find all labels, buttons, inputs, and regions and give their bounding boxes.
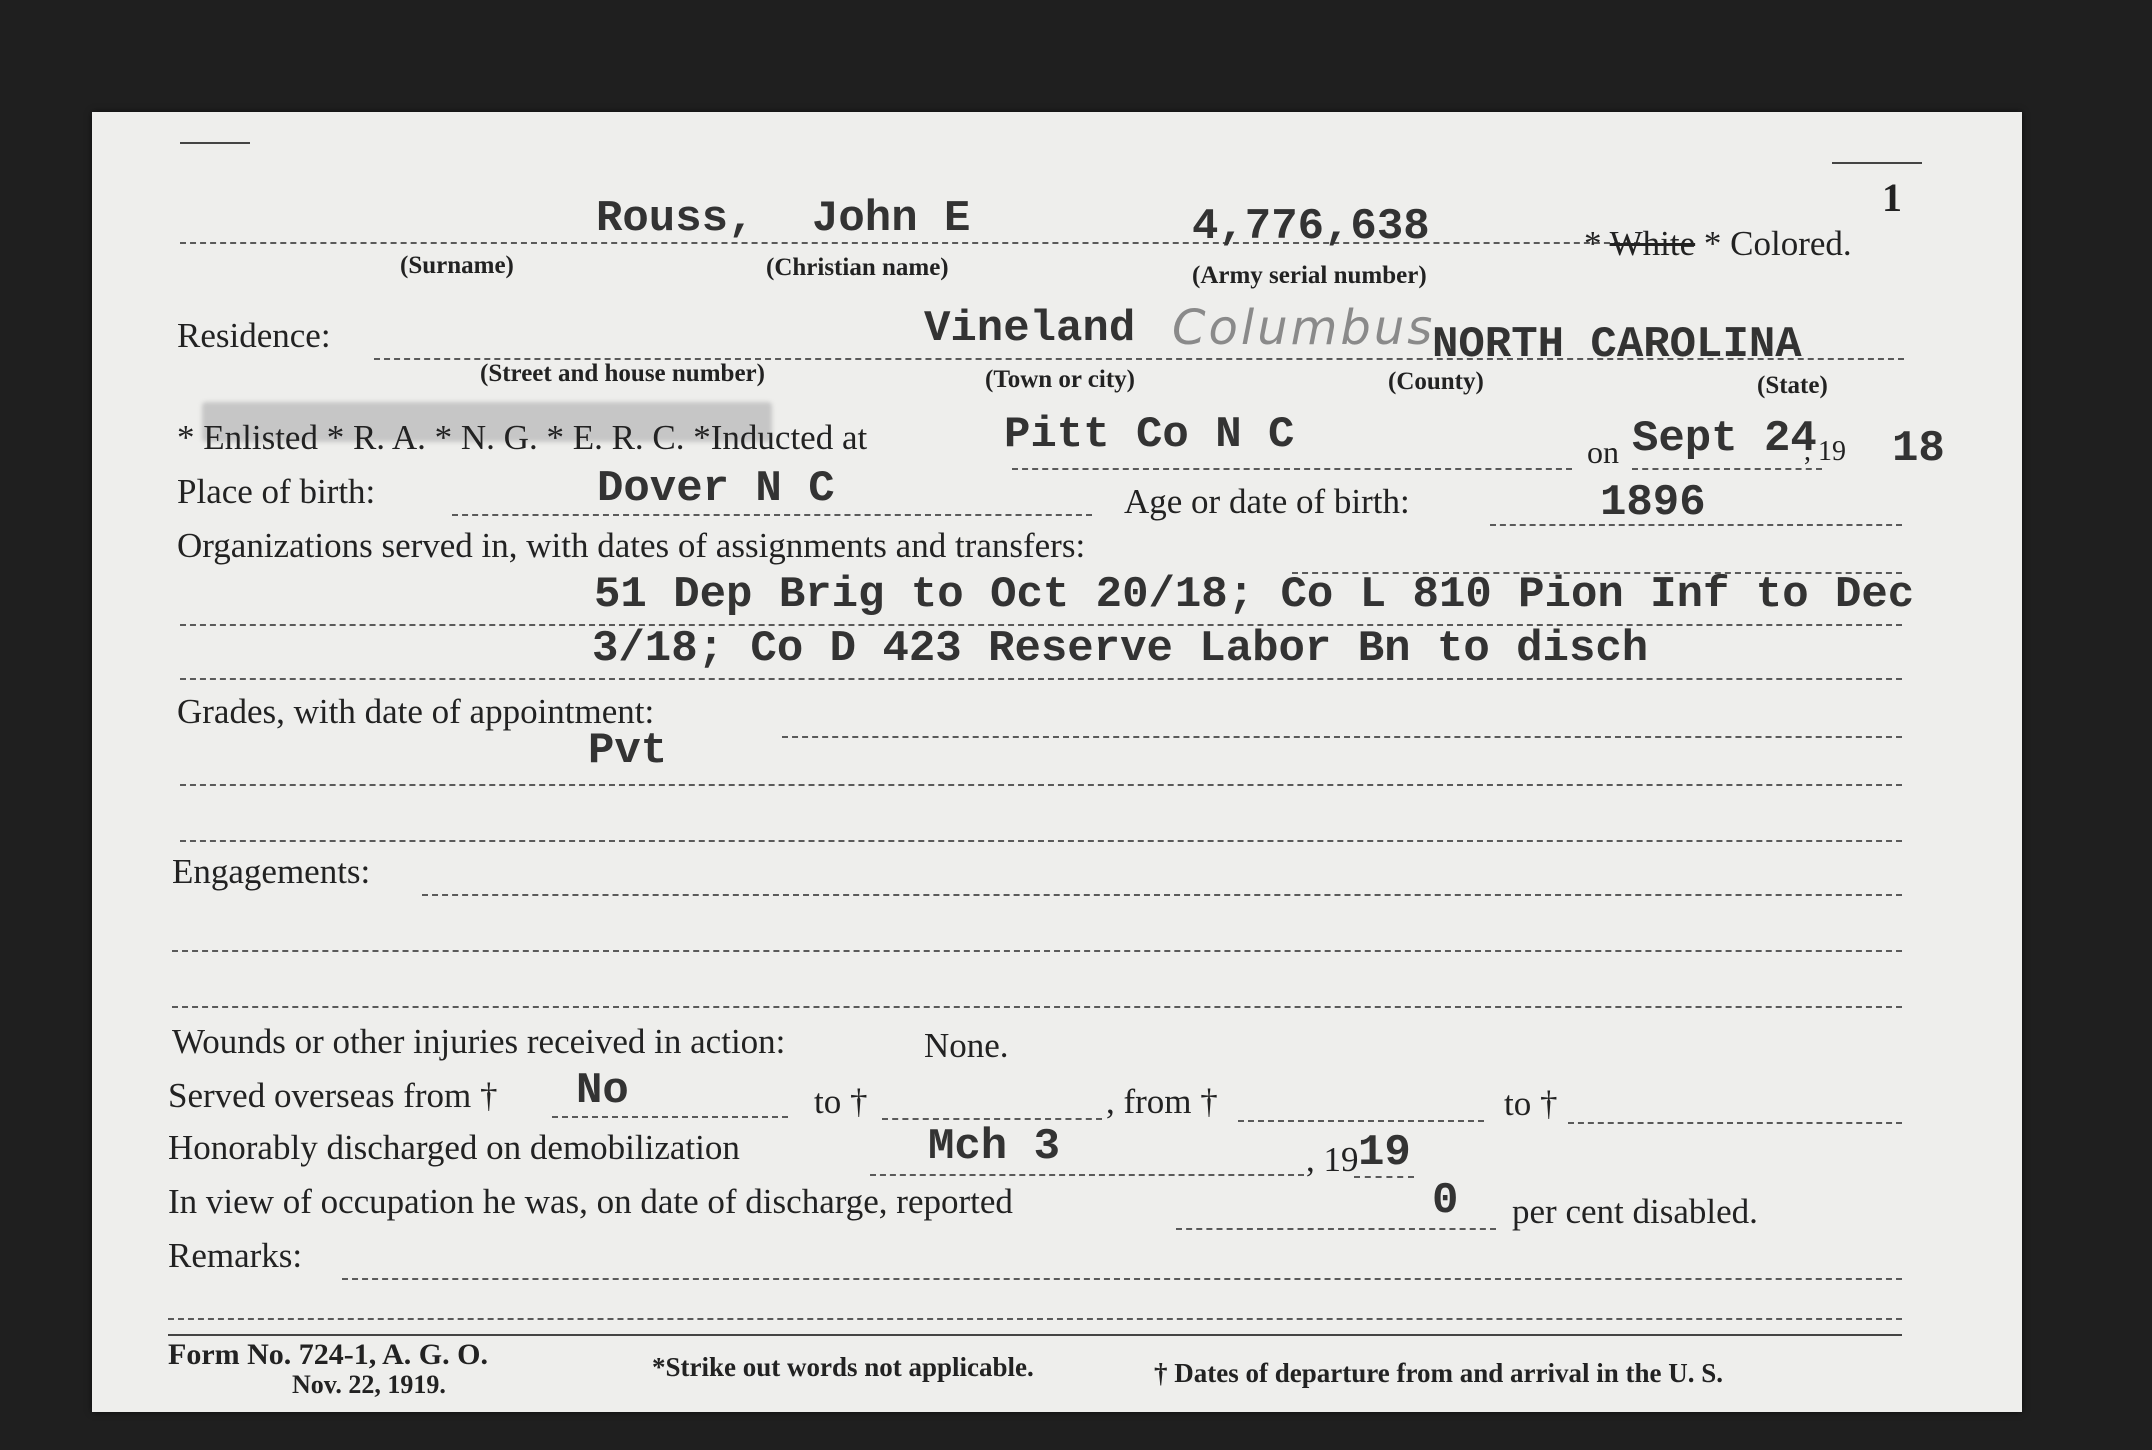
race-star-colored: * (1703, 224, 1722, 263)
christian-name-value: John E (812, 194, 971, 244)
organizations-entry-1: 51 Dep Brig to Oct 20/18; Co L 810 Pion Inf to Dec (594, 570, 1915, 620)
engagements-line-1 (172, 950, 1902, 952)
overseas-to1-line (882, 1118, 1102, 1120)
caption-county: (County) (1388, 368, 1484, 395)
inducted-date: Sept 24 (1632, 414, 1817, 464)
overseas-to2-line (1568, 1122, 1902, 1124)
race-white-struck: White (1609, 224, 1696, 263)
serial-number-value: 4,776,638 (1192, 202, 1430, 252)
caption-surname: (Surname) (400, 252, 514, 279)
grades-line-1 (180, 784, 1902, 786)
grades-label: Grades, with date of appointment: (177, 692, 655, 731)
remarks-label: Remarks: (168, 1236, 303, 1275)
overseas-from1-value: No (576, 1066, 629, 1116)
residence-county-handwritten: Columbus (1172, 300, 1436, 356)
inducted-year-prefix: , 19 (1804, 436, 1846, 467)
caption-serial-number: (Army serial number) (1192, 262, 1427, 289)
engagements-label: Engagements: (172, 852, 371, 891)
card-number-rule (1832, 162, 1922, 164)
discharge-year: 19 (1358, 1128, 1411, 1178)
inducted-on-label: on (1587, 434, 1619, 470)
grades-line-0 (782, 736, 1902, 738)
inducted-place-line (1012, 468, 1572, 470)
birth-place-label: Place of birth: (177, 472, 376, 511)
inducted-date-line (1632, 468, 1822, 470)
wounds-value: None. (924, 1026, 1009, 1065)
overseas-to2-label: to † (1504, 1084, 1558, 1123)
caption-state: (State) (1757, 372, 1828, 399)
disability-line (1176, 1228, 1496, 1230)
grades-line-2 (180, 840, 1902, 842)
organizations-entry-2: 3/18; Co D 423 Reserve Labor Bn to disch (592, 624, 1649, 674)
discharge-year-prefix: , 19 (1306, 1140, 1359, 1179)
disability-suffix: per cent disabled. (1512, 1192, 1758, 1231)
dates-note: † Dates of departure from and arrival in the U. S. (1154, 1358, 1723, 1388)
residence-town: Vineland (924, 304, 1136, 354)
overseas-from2-line (1238, 1120, 1484, 1122)
inducted-year: 18 (1892, 424, 1945, 474)
engagements-line-0 (422, 894, 1902, 896)
disability-value: 0 (1432, 1176, 1459, 1226)
race-options (1584, 224, 1852, 264)
age-label: Age or date of birth: (1124, 482, 1410, 521)
footer-rule (168, 1334, 1902, 1336)
overseas-from2-label: , from † (1106, 1082, 1218, 1121)
residence-label: Residence: (177, 316, 331, 355)
service-record-card (92, 112, 2022, 1412)
race-star-white: * (1584, 224, 1602, 263)
race-colored: Colored. (1730, 224, 1852, 263)
caption-town: (Town or city) (985, 366, 1135, 393)
form-number: Form No. 724-1, A. G. O. (168, 1338, 488, 1371)
caption-street: (Street and house number) (480, 360, 765, 387)
birth-place-line (452, 514, 1092, 516)
remarks-line-0 (342, 1278, 1902, 1280)
engagements-line-2 (172, 1006, 1902, 1008)
caption-christian-name: (Christian name) (766, 254, 949, 281)
discharge-label: Honorably discharged on demobilization (168, 1128, 740, 1167)
surname-value: Rouss, (596, 194, 755, 244)
disability-label: In view of occupation he was, on date of discharge, reported (168, 1182, 1013, 1221)
enlisted-label: * Enlisted * R. A. * N. G. * E. R. C. *Inducted at (177, 418, 868, 457)
form-date: Nov. 22, 1919. (292, 1370, 446, 1399)
overseas-to-label: to † (814, 1082, 868, 1121)
grades-value: Pvt (588, 726, 668, 776)
strike-out-note: *Strike out words not applicable. (652, 1352, 1034, 1382)
inducted-place: Pitt Co N C (1004, 410, 1295, 460)
remarks-line-1 (168, 1318, 1902, 1320)
overseas-label: Served overseas from † (168, 1076, 498, 1115)
organizations-line-2 (180, 678, 1902, 680)
top-left-rule (180, 142, 250, 144)
age-value: 1896 (1600, 478, 1706, 528)
wounds-label: Wounds or other injuries received in action: (172, 1022, 786, 1061)
residence-state: NORTH CAROLINA (1432, 320, 1802, 370)
discharge-date-line (870, 1174, 1304, 1176)
organizations-label: Organizations served in, with dates of assignments and transfers: (177, 526, 1086, 565)
birth-place-value: Dover N C (597, 464, 835, 514)
card-number: 1 (1882, 175, 1902, 220)
discharge-date: Mch 3 (928, 1122, 1061, 1172)
overseas-from1-line (552, 1116, 788, 1118)
